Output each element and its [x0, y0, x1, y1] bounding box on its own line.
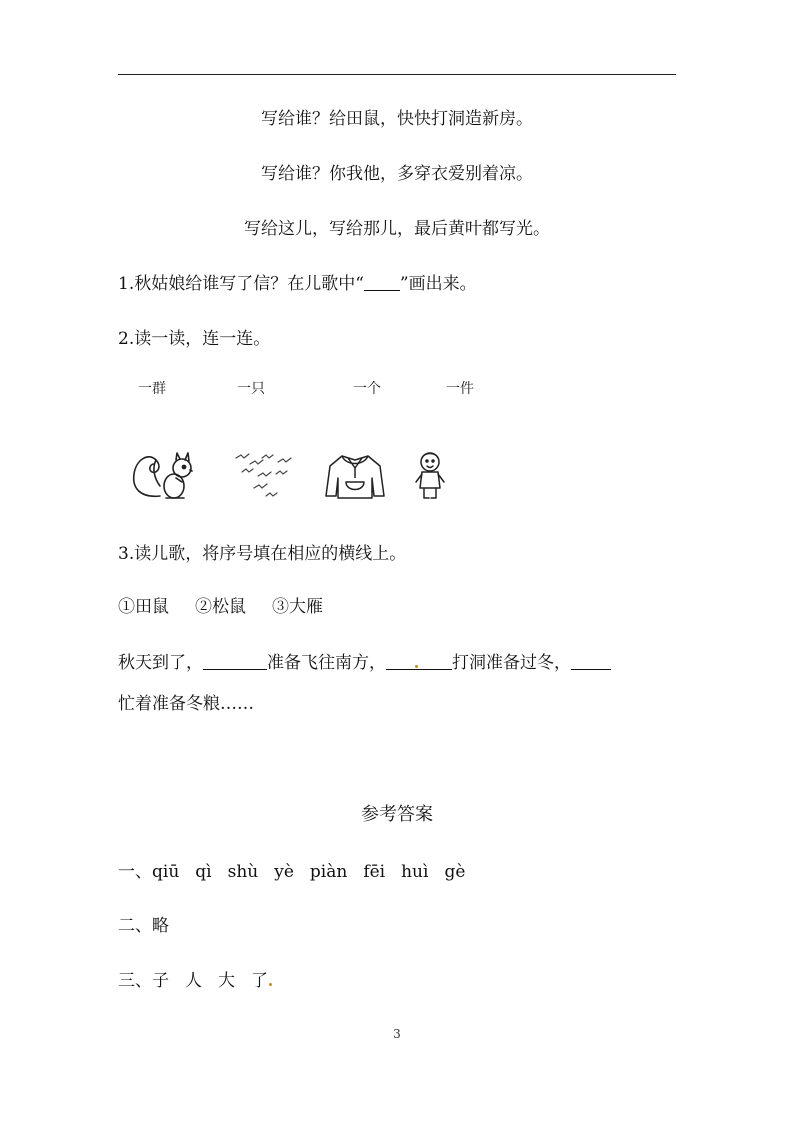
- header-rule: [118, 74, 676, 75]
- flock-of-geese-icon[interactable]: [232, 450, 298, 502]
- question-3-sentence: [118, 652, 611, 674]
- answer-blank-3[interactable]: [571, 653, 611, 670]
- pinyin-5: piàn: [309, 862, 348, 882]
- quantifier-1: 一群: [138, 381, 166, 397]
- pinyin-1: qiū: [152, 862, 180, 882]
- pinyin-8: gè: [444, 862, 466, 882]
- answer-blank-2[interactable]: [386, 653, 452, 670]
- sentence-part-2: 准备飞往南方，: [267, 653, 386, 673]
- pinyin-2: qì: [195, 862, 212, 882]
- answer-3-char-2: 人: [185, 971, 202, 991]
- poem-line-2: 写给谁？你我他，多穿衣爱别着凉。: [261, 164, 533, 184]
- option-2: ②松鼠: [195, 597, 246, 617]
- answer-2: 二、略: [118, 916, 169, 936]
- question-1-text-end: ”画出来。: [399, 274, 477, 294]
- answer-3-char-4: 了: [251, 971, 268, 991]
- pinyin-7: huì: [401, 862, 429, 882]
- squirrel-icon[interactable]: [130, 448, 196, 504]
- pinyin-3: shù: [227, 862, 259, 882]
- orange-dot: [269, 983, 272, 986]
- quantifier-4: 一件: [446, 381, 474, 397]
- sentence-part-4: 忙着准备冬粮……: [118, 694, 254, 714]
- pinyin-6: fēi: [363, 862, 386, 882]
- question-3: 3.读儿歌，将序号填在相应的横线上。: [118, 544, 407, 564]
- child-icon[interactable]: [410, 448, 450, 504]
- sentence-part-3: 打洞准备过冬，: [452, 653, 571, 673]
- answers-title: 参考答案: [361, 804, 433, 825]
- poem-line-1: 写给谁？给田鼠，快快打洞造新房。: [261, 109, 533, 129]
- answer-3-char-3: 大: [218, 971, 235, 991]
- jacket-icon[interactable]: [322, 450, 388, 502]
- page-number: 3: [393, 1027, 401, 1041]
- orange-dot: [415, 665, 418, 668]
- quantifier-3: 一个: [353, 381, 381, 397]
- option-3: ③大雁: [272, 597, 323, 617]
- question-1-text: 1.秋姑娘给谁写了信？在儿歌中“: [118, 274, 364, 294]
- quantifier-2: 一只: [237, 381, 265, 397]
- sentence-part-1: 秋天到了，: [118, 653, 203, 673]
- answer-1-label: 一、: [118, 862, 152, 882]
- answer-3: [118, 970, 273, 992]
- pinyin-4: yè: [274, 862, 294, 882]
- answer-3-char-1: 子: [152, 971, 169, 991]
- answer-blank-1[interactable]: [203, 653, 267, 670]
- answer-1: [118, 861, 481, 883]
- question-3-options: [118, 596, 323, 618]
- option-1: ①田鼠: [118, 597, 169, 617]
- question-1-blank[interactable]: [364, 274, 400, 291]
- question-1: [118, 273, 477, 295]
- answer-3-label: 三、: [118, 971, 152, 991]
- poem-line-3: 写给这儿，写给那儿，最后黄叶都写光。: [244, 219, 550, 239]
- question-2: 2.读一读，连一连。: [118, 329, 271, 349]
